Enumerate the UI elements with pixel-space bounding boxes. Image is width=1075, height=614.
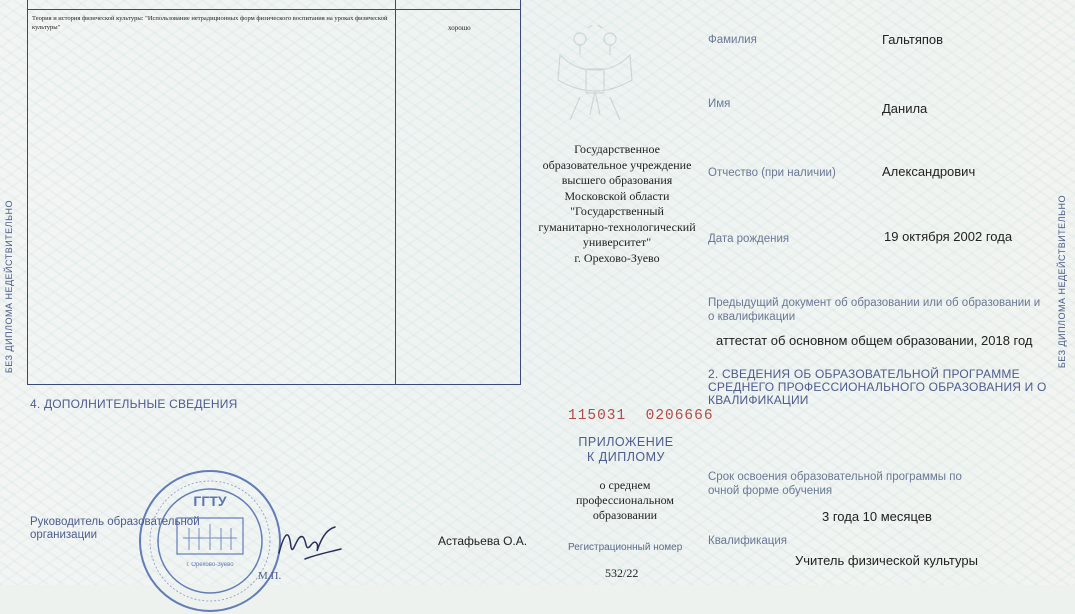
org-line: университет" [582, 235, 652, 249]
patronymic-value: Александрович [882, 164, 976, 179]
head-label-line2: организации [30, 529, 98, 541]
appendix-title [562, 435, 690, 465]
registration-number-value: 532/22 [605, 566, 639, 580]
registration-number-label: Регистрационный номер [568, 542, 683, 553]
appendix-sub-line2: профессиональном [576, 493, 674, 507]
appendix-sub-line3: образовании [592, 508, 658, 522]
surname-value: Гальтяпов [882, 32, 944, 47]
table-column-divider [395, 0, 396, 384]
study-term-label: Срок освоения образовательной программы по очной форме обучения [708, 471, 962, 497]
serial-number: 115031 0206666 [568, 408, 714, 424]
org-line: гуманитарно-технологический [538, 219, 696, 234]
birth-date-label: Дата рождения [708, 233, 790, 245]
qualification-value: Учитель физической культуры [795, 553, 978, 568]
head-label-line1: Руководитель образовательной [30, 516, 200, 528]
org-line: Государственное [574, 142, 660, 156]
name-label: Имя [708, 98, 731, 110]
side-watermark-left: БЕЗ ДИПЛОМА НЕДЕЙСТВИТЕЛЬНО [4, 200, 14, 374]
table-top-line [28, 9, 520, 10]
org-line: образовательное учреждение [542, 157, 692, 172]
appendix-subtitle [555, 478, 695, 523]
head-name: Астафьева О.А. [438, 534, 528, 548]
previous-document-label: Предыдущий документ об образовании или об образовании и о квалификации [708, 297, 1041, 323]
subject-cell: Теория и история физической культуры: "Использование нетрадиционных форм физического воспитания на уроках физической культуры" [32, 15, 388, 31]
stamp-abbrev: ГГТУ [193, 493, 227, 509]
additional-info-title: 4. ДОПОЛНИТЕЛЬНЫЕ СВЕДЕНИЯ [30, 397, 238, 411]
study-term-value: 3 года 10 месяцев [822, 509, 932, 524]
round-seal-stamp [137, 468, 283, 614]
coat-of-arms-emblem [550, 25, 640, 135]
seal-place-label: М.П. [258, 570, 282, 582]
grade-cell: хорошо [448, 24, 471, 32]
appendix-line1: ПРИЛОЖЕНИЕ [578, 435, 674, 449]
qualification-label: Квалификация [708, 535, 788, 547]
org-line: г. Орехово-Зуево [574, 250, 660, 265]
stamp-city: г. Орехово-Зуево [186, 562, 234, 568]
surname-label: Фамилия [708, 34, 757, 46]
patronymic-label: Отчество (при наличии) [708, 167, 836, 179]
appendix-line2: К ДИПЛОМУ [587, 450, 665, 464]
birth-date-value: 19 октября 2002 года [884, 229, 1013, 244]
organization-name [528, 142, 706, 266]
side-watermark-right: БЕЗ ДИПЛОМА НЕДЕЙСТВИТЕЛЬНО [1057, 195, 1067, 369]
org-line: "Государственный [570, 204, 664, 218]
grades-table [27, 0, 521, 385]
handwritten-signature [275, 523, 345, 563]
org-line: высшего образования [561, 173, 673, 187]
appendix-sub-line1: о среднем [599, 478, 651, 492]
name-value: Данила [882, 101, 928, 116]
org-line: Московской области [564, 188, 670, 203]
previous-document-value: аттестат об основном общем образовании, 2018 год [716, 333, 1033, 348]
section2-title: 2. СВЕДЕНИЯ ОБ ОБРАЗОВАТЕЛЬНОЙ ПРОГРАММЕ СРЕДНЕГО ПРОФЕССИОНАЛЬНОГО ОБРАЗОВАНИЯ И О КВАЛИФИКАЦИИ [708, 367, 1047, 407]
